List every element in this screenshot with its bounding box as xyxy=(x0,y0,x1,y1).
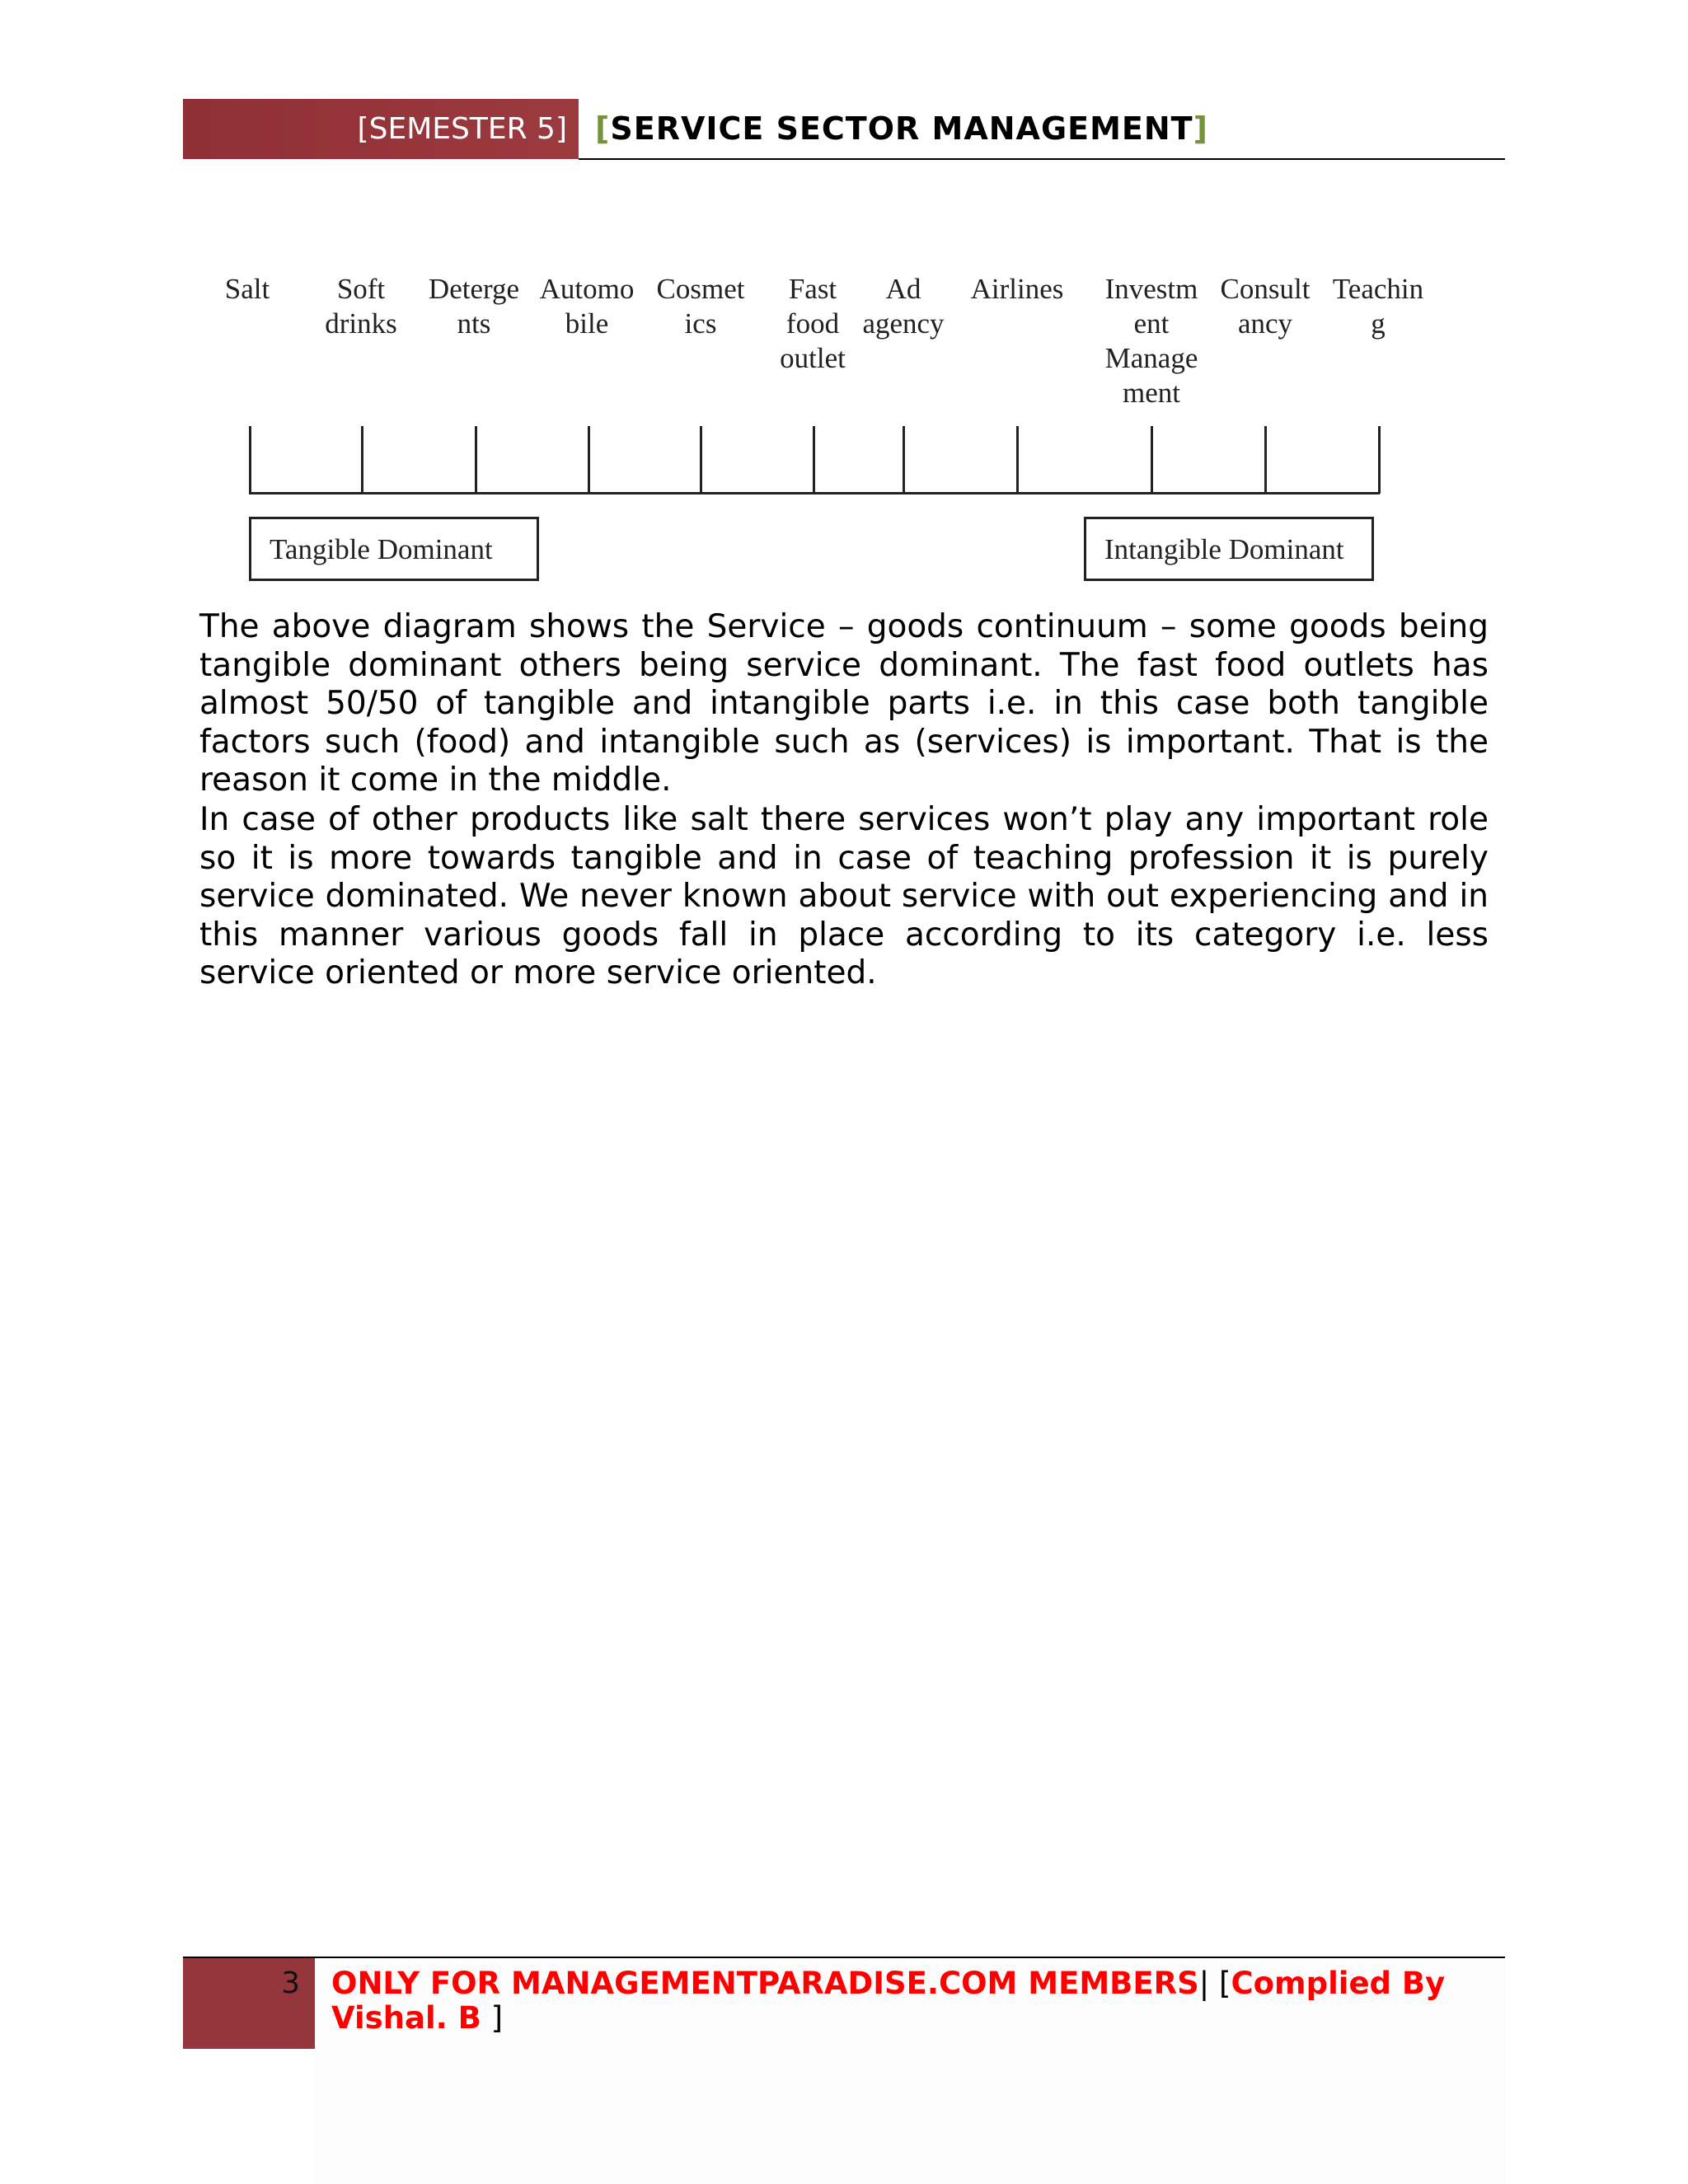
continuum-item-label xyxy=(657,272,745,341)
continuum-tick xyxy=(249,426,251,494)
continuum-tick xyxy=(475,426,477,494)
continuum-tick xyxy=(1378,426,1381,494)
continuum-item-label xyxy=(1105,272,1198,410)
paragraph-continuum-explanation: The above diagram shows the Service – goods continuum – some goods being tangible dominant others being service dominant. The fast food outlets has almost 50/50 of tangible and intangible parts i.e. in this case both tangible factors such (food) and intangible such as (services) is important. That is the reason it come in the middle. xyxy=(199,608,1489,799)
continuum-item-label xyxy=(225,272,270,307)
continuum-item-label-line: ent xyxy=(1133,307,1170,340)
continuum-item-label-line: Consult xyxy=(1220,273,1311,305)
title-bracket-open: [ xyxy=(595,110,611,147)
continuum-tick xyxy=(1016,426,1019,494)
footer-separator: | [ xyxy=(1198,1966,1231,2001)
continuum-tick xyxy=(1264,426,1267,494)
continuum-item-label-line: Investm xyxy=(1104,273,1198,305)
continuum-tick xyxy=(700,426,702,494)
service-goods-continuum-diagram xyxy=(198,264,1459,593)
paragraph-salt-teaching: In case of other products like salt there services won’t play any important role so it is more towards tangible and in case of teaching profession it is purely service dominated. We never known about service with out experiencing and in this manner various goods fall in place according to its category i.e. less service oriented or more service oriented. xyxy=(199,801,1489,991)
continuum-item-label-line: Deterge xyxy=(428,273,520,305)
continuum-tick xyxy=(813,426,815,494)
document-title xyxy=(595,99,1208,159)
title-text: SERVICE SECTOR MANAGEMENT xyxy=(610,110,1193,147)
members-notice: ONLY FOR MANAGEMENTPARADISE.COM MEMBERS xyxy=(331,1966,1199,2001)
continuum-item-label-line: ment xyxy=(1123,377,1180,409)
continuum-item-label-line: bile xyxy=(565,307,609,340)
continuum-item-label-line: nts xyxy=(457,307,491,340)
continuum-item-label-line: Teachin xyxy=(1332,273,1424,305)
continuum-item-label xyxy=(862,272,944,341)
continuum-item-label xyxy=(540,272,635,341)
continuum-item-label xyxy=(1333,272,1423,341)
continuum-item-label-line: ics xyxy=(684,307,717,340)
continuum-item-label xyxy=(325,272,397,341)
semester-label: [SEMESTER 5] xyxy=(357,112,567,146)
continuum-tick xyxy=(1151,426,1153,494)
continuum-tick xyxy=(903,426,905,494)
continuum-item-label-line: Manage xyxy=(1104,342,1198,374)
continuum-tick xyxy=(361,426,363,494)
page-number: 3 xyxy=(281,1966,300,2000)
continuum-item-label-line: g xyxy=(1371,307,1386,340)
tangible-dominant-box: Tangible Dominant xyxy=(249,517,539,581)
footer-text xyxy=(331,1966,1485,2036)
continuum-item-label xyxy=(429,272,519,341)
continuum-item-label-line: ancy xyxy=(1237,307,1293,340)
continuum-item-label-line: Airlines xyxy=(970,273,1064,305)
compiler-credit: Complied By Vishal. B xyxy=(331,1966,1446,2036)
continuum-item-label xyxy=(971,272,1064,307)
continuum-item-label-line: Automo xyxy=(539,273,635,305)
continuum-item-label-line: drinks xyxy=(325,307,397,340)
title-bracket-close: ] xyxy=(1193,110,1208,147)
continuum-tick xyxy=(588,426,590,494)
continuum-item-label-line: food xyxy=(785,307,840,340)
continuum-item-label-line: Soft xyxy=(336,273,386,305)
header-rule xyxy=(579,158,1505,160)
footer-close-bracket: ] xyxy=(481,2000,504,2036)
continuum-item-label-line: Fast xyxy=(788,273,837,305)
continuum-item-label-line: Ad xyxy=(885,273,921,305)
intangible-dominant-box: Intangible Dominant xyxy=(1084,517,1374,581)
continuum-item-label-line: agency xyxy=(862,307,945,340)
continuum-item-label xyxy=(780,272,846,376)
continuum-item-label xyxy=(1221,272,1311,341)
continuum-item-label-line: Salt xyxy=(224,273,270,305)
continuum-item-label-line: outlet xyxy=(780,342,846,374)
continuum-item-label-line: Cosmet xyxy=(656,273,745,305)
